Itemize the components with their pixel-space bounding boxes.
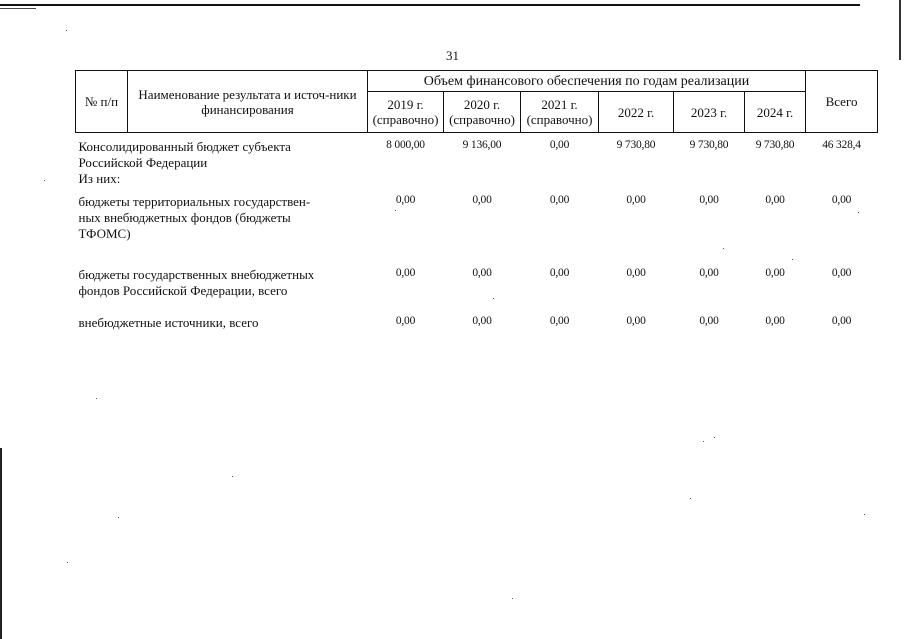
cell-2021: 0,00	[549, 267, 570, 279]
cell-2019: 0,00	[395, 315, 416, 327]
table-row	[76, 266, 878, 314]
scan-speck	[493, 298, 494, 299]
cell-2022: 0,00	[626, 315, 646, 327]
header-year-2021: 2021 г. (справочно)	[521, 92, 599, 133]
table-row	[76, 133, 878, 194]
cell-2024: 0,00	[765, 194, 785, 206]
header-total: Всего	[806, 71, 878, 133]
header-year-2024: 2024 г.	[745, 92, 806, 133]
cell-2020: 0,00	[472, 267, 492, 279]
cell-2023: 0,00	[699, 267, 719, 279]
cell-2020: 9 136,00	[462, 139, 502, 151]
header-num: № п/п	[76, 71, 128, 133]
header-year-2019: 2019 г. (справочно)	[368, 92, 444, 133]
cell-2024: 0,00	[765, 315, 785, 327]
scan-speck	[67, 562, 68, 563]
cell-2024: 9 730,80	[755, 139, 795, 151]
financing-table	[75, 70, 878, 336]
cell-2020: 0,00	[472, 315, 492, 327]
header-group: Объем финансового обеспечения по годам реализации	[368, 71, 806, 92]
scan-speck	[690, 498, 691, 499]
row-name: внебюджетные источники, всего	[78, 315, 259, 330]
cell-2019: 0,00	[395, 267, 416, 279]
cell-2022: 0,00	[626, 194, 646, 206]
cell-total: 0,00	[831, 267, 852, 279]
cell-2022: 9 730,80	[616, 139, 656, 151]
cell-2022: 0,00	[626, 267, 646, 279]
cell-total: 0,00	[831, 194, 852, 206]
row-name: бюджеты государственных внебюджетных фондов Российской Федерации, всего	[78, 267, 315, 298]
top-border-rule	[0, 4, 860, 6]
scan-speck	[512, 598, 513, 599]
cell-2023: 0,00	[699, 315, 719, 327]
cell-2019: 0,00	[395, 194, 416, 206]
header-year-2020: 2020 г. (справочно)	[444, 92, 521, 133]
top-border-rule-thin	[0, 8, 36, 9]
scan-speck	[723, 248, 724, 249]
page-number: 31	[446, 48, 459, 63]
scan-speck	[703, 441, 704, 442]
cell-2024: 0,00	[765, 267, 785, 279]
scan-speck	[96, 398, 97, 399]
scan-speck	[714, 437, 715, 438]
cell-total: 0,00	[831, 315, 852, 327]
scan-speck	[232, 476, 233, 477]
scan-speck	[118, 517, 119, 518]
cell-2021: 0,00	[549, 194, 570, 206]
scan-speck	[395, 210, 396, 211]
row-name: бюджеты территориальных государствен- ных внебюджетных фондов (бюджеты ТФОМС)	[78, 194, 311, 241]
scan-edge-left	[0, 448, 2, 639]
cell-2023: 0,00	[699, 194, 719, 206]
cell-2023: 9 730,80	[689, 139, 729, 151]
cell-2019: 8 000,00	[386, 139, 425, 151]
scan-speck	[792, 259, 793, 260]
table-row	[76, 314, 878, 336]
cell-2021: 0,00	[549, 139, 570, 151]
header-name: Наименование результата и источ-ники финансирования	[128, 71, 368, 133]
header-year-2023: 2023 г.	[674, 92, 745, 133]
header-year-2022: 2022 г.	[599, 92, 674, 133]
cell-2020: 0,00	[472, 194, 492, 206]
scan-speck	[858, 212, 859, 213]
cell-total: 46 328,4	[822, 139, 861, 151]
table-row	[76, 193, 878, 266]
cell-2021: 0,00	[549, 315, 570, 327]
scan-speck	[44, 180, 45, 181]
scan-speck	[66, 30, 67, 31]
scan-speck	[864, 514, 865, 515]
row-name: Консолидированный бюджет субъекта Российской Федерации Из них:	[78, 139, 291, 186]
